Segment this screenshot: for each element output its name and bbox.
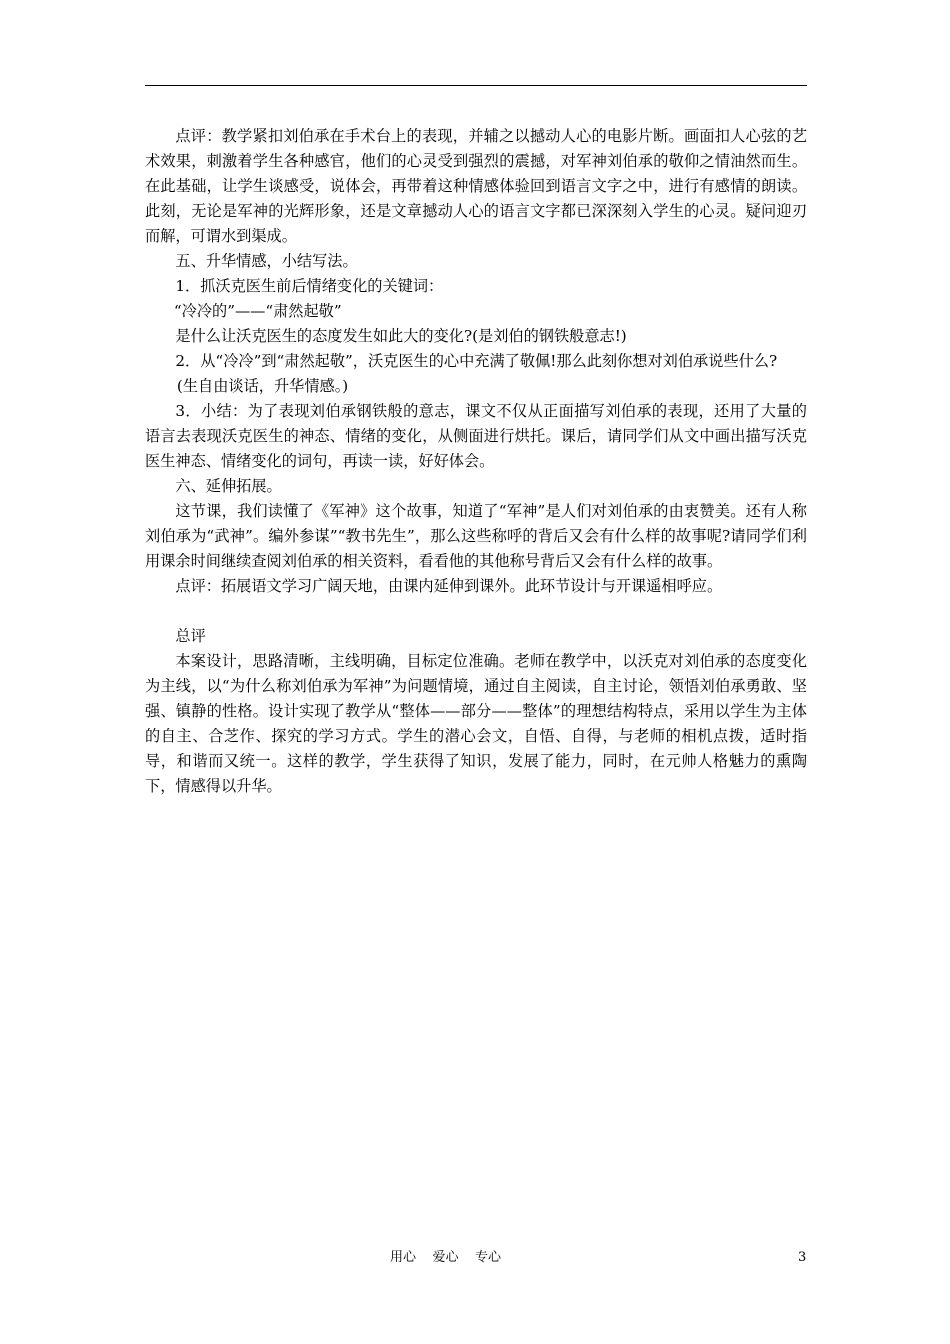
page-number: 3 bbox=[798, 1250, 807, 1265]
step-one: 1．抓沃克医生前后情绪变化的关键词： bbox=[175, 277, 444, 295]
step-three-summary: 3．小结：为了表现刘伯承钢铁般的意志，课文不仅从正面描写刘伯承的表现，还用了大量的语言去表现沃克医生的神态、情绪的变化，从侧面进行烘托。课后，请同学们从文中画出描写沃克医生神态、情绪变化的词句，再读一读，好好体会。 bbox=[145, 402, 807, 470]
overall-review-paragraph: 本案设计，思路清晰，主线明确，目标定位准确。老师在教学中，以沃克对刘伯承的态度变化为主线，以“为什么称刘伯承为军神”为问题情境，通过自主阅读，自主讨论，领悟刘伯承勇敢、坚强、镇静的性格。设计实现了教学从“整体——部分——整体”的理想结构特点，采用以学生为主体的自主、合芝作、探究的学习方式。学生的潜心会文，自悟、自得，与老师的相机点拨，适时指导，和谐而又统一。这样的教学，学生获得了知识，发展了能力，同时，在元帅人格魅力的熏陶下，情感得以升华。 bbox=[145, 652, 807, 795]
step-two: 2．从“冷冷”到“肃然起敬”，沃克医生的心中充满了敬佩!那么此刻你想对刘伯承说些什么? bbox=[175, 352, 778, 370]
header-rule bbox=[145, 85, 807, 86]
extension-commentary: 点评：拓展语文学习广阔天地，由课内延伸到课外。此环节设计与开课遥相呼应。 bbox=[175, 577, 723, 595]
footer-slogan: 用心 爱心 专心 bbox=[390, 1250, 502, 1265]
student-talk-note: (生自由谈话，升华情感。) bbox=[176, 377, 349, 395]
question-paragraph: 是什么让沃克医生的态度发生如此大的变化?(是刘伯的钢铁般意志!) bbox=[175, 327, 627, 345]
section-heading-six: 六、延伸拓展。 bbox=[175, 477, 282, 495]
section-heading-five: 五、升华情感，小结写法。 bbox=[175, 252, 358, 270]
key-words-quote: “冷冷的”——“肃然起敬” bbox=[173, 302, 342, 320]
document-body bbox=[145, 124, 807, 799]
extension-paragraph: 这节课，我们读懂了《军神》这个故事，知道了“军神”是人们对刘伯承的由衷赞美。还有人称刘伯承为“武神”。编外参谋”“教书先生”，那么这些称呼的背后又会有什么样的故事呢?请同学们利用课余时间继续查阅刘伯承的相关资料，看看他的其他称号背后又会有什么样的故事。 bbox=[145, 502, 807, 570]
overall-review-heading: 总评 bbox=[175, 627, 206, 645]
commentary-paragraph: 点评：教学紧扣刘伯承在手术台上的表现，并辅之以撼动人心的电影片断。画面扣人心弦的艺术效果，刺激着学生各种感官，他们的心灵受到强烈的震撼，对军神刘伯承的敬仰之情油然而生。在此基础，让学生谈感受，说体会，再带着这种情感体验回到语言文字之中，进行有感情的朗读。此刻，无论是军神的光辉形象，还是文章撼动人心的语言文字都已深深刻入学生的心灵。疑问迎刃而解，可谓水到渠成。 bbox=[145, 127, 807, 245]
blank-line bbox=[145, 599, 807, 624]
